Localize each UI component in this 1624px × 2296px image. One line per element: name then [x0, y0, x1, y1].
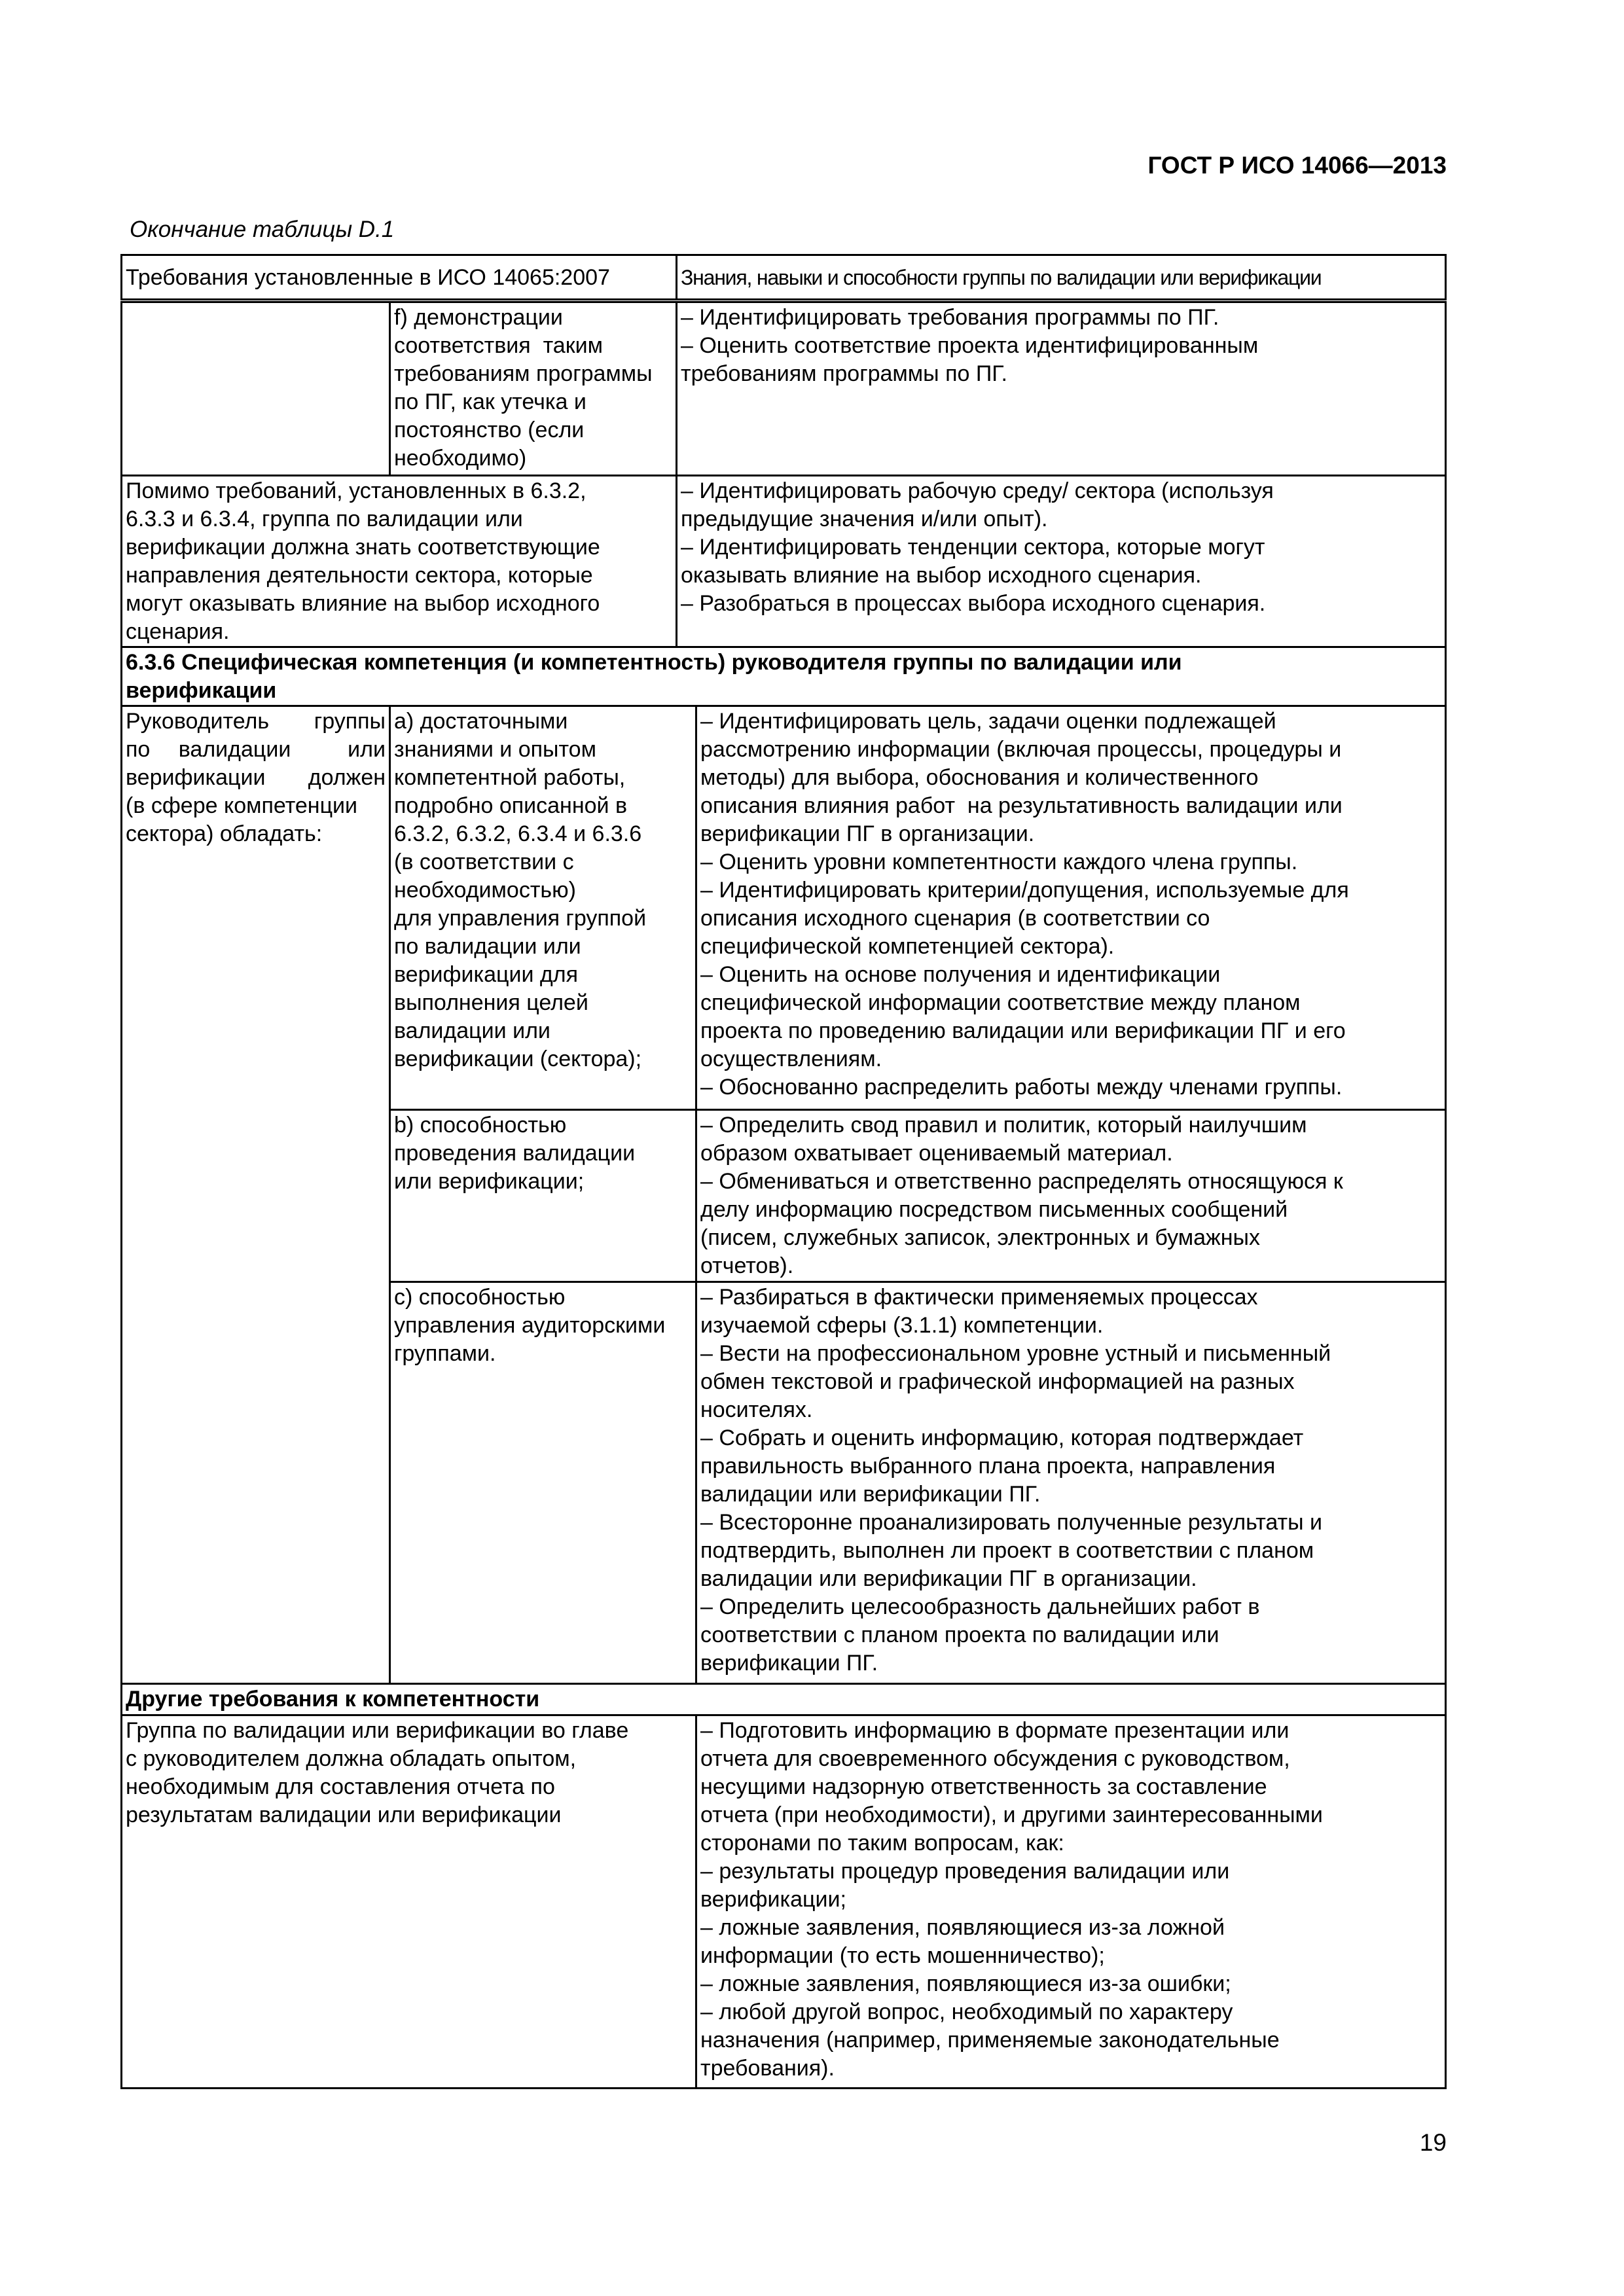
text-line: – Идентифицировать тенденции сектора, которые могут	[681, 535, 1265, 560]
text-line: подтвердить, выполнен ли проект в соответствии с планом	[700, 1538, 1314, 1563]
row-b-skills	[696, 1110, 1446, 1282]
text-line: знаниями и опытом	[394, 737, 596, 762]
text-line: правильность выбранного плана проекта, направления	[700, 1454, 1276, 1479]
table-caption: Окончание таблицы D.1	[130, 217, 395, 242]
text-line: соответствия таким	[394, 333, 603, 358]
text-line: – ложные заявления, появляющиеся из-за ложной	[700, 1915, 1225, 1940]
text-line: Помимо требований, установленных в 6.3.2,	[126, 478, 586, 503]
row-a-requirement	[390, 706, 696, 1110]
section-heading-other: Другие требования к компетентности	[122, 1684, 1446, 1715]
text-line: c) способностью	[394, 1285, 566, 1310]
text-line: по валидации или	[126, 737, 386, 762]
row-besides-skills	[677, 476, 1446, 647]
text-line: – Оценить уровни компетентности каждого члена группы.	[700, 850, 1298, 874]
text-line: – Обоснованно распределить работы между членами группы.	[700, 1075, 1343, 1100]
text-line: – любой другой вопрос, необходимый по характеру	[700, 2000, 1233, 2024]
text-line: отчета для своевременного обсуждения с руководством,	[700, 1746, 1290, 1771]
text-line: b) способностью	[394, 1113, 567, 1138]
text-line: – Идентифицировать рабочую среду/ сектора (используя	[681, 478, 1274, 503]
text-line: – Всесторонне проанализировать полученные результаты и	[700, 1510, 1323, 1535]
text-line: – Обмениваться и ответственно распределять относящуюся к	[700, 1169, 1343, 1194]
table-row-f	[122, 302, 1446, 476]
text-line: требованиям программы	[394, 361, 653, 386]
text-line: направления деятельности сектора, которые	[126, 563, 593, 588]
text-line: по ПГ, как утечка и	[394, 389, 586, 414]
text-line: проведения валидации	[394, 1141, 636, 1166]
text-line: 6.3.3 и 6.3.4, группа по валидации или	[126, 507, 523, 531]
text-line: соответствии с планом проекта по валидации или	[700, 1623, 1219, 1647]
leader-continuation-cell	[122, 1110, 390, 1282]
text-line: отчета (при необходимости), и другими заинтересованными	[700, 1803, 1323, 1827]
text-line: сценария.	[126, 619, 230, 644]
text-line: несущими надзорную ответственность за составление	[700, 1774, 1267, 1799]
header-requirements: Требования установленные в ИСО 14065:2007	[122, 255, 677, 300]
text-line: сектора) обладать:	[126, 821, 323, 846]
text-line: Группа по валидации или верификации во главе	[126, 1718, 629, 1743]
row-other-skills	[696, 1715, 1446, 2089]
text-line: рассмотрению информации (включая процессы, процедуры и	[700, 737, 1342, 762]
text-line: осуществлениям.	[700, 1047, 882, 1071]
text-line: оказывать влияние на выбор исходного сценария.	[681, 563, 1202, 588]
text-line: группами.	[394, 1341, 496, 1366]
text-line: верификации ПГ.	[700, 1651, 878, 1676]
text-line: – ложные заявления, появляющиеся из-за ошибки;	[700, 1971, 1231, 1996]
text-line: выполнения целей	[394, 990, 588, 1015]
text-line: 6.3.6 Специфическая компетенция (и компетентность) руководителя группы по валидации или	[126, 650, 1182, 675]
text-line: – Идентифицировать требования программы по ПГ.	[681, 305, 1219, 330]
text-line: а) достаточными	[394, 709, 568, 734]
text-line: или верификации;	[394, 1169, 585, 1194]
table-row-other	[122, 1715, 1446, 2089]
row-c-requirement	[390, 1282, 696, 1684]
text-line: – Вести на профессиональном уровне устный и письменный	[700, 1341, 1331, 1366]
text-line: – Идентифицировать критерии/допущения, используемые для	[700, 878, 1349, 903]
row-f-requirement	[390, 302, 677, 476]
text-line: верификации ПГ в организации.	[700, 821, 1035, 846]
table-row-a	[122, 706, 1446, 1110]
section-row-other	[122, 1684, 1446, 1715]
text-line: методы) для выбора, обоснования и количественного	[700, 765, 1259, 790]
text-line: по валидации или	[394, 934, 581, 959]
text-line: (в сфере компетенции	[126, 793, 358, 818]
row-f-skills	[677, 302, 1446, 476]
text-line: верификации должен	[126, 765, 386, 790]
text-line: назначения (например, применяемые законодательные	[700, 2028, 1280, 2053]
text-line: сторонами по таким вопросам, как:	[700, 1831, 1064, 1856]
text-line: необходимостью)	[394, 878, 576, 903]
text-line: верификации;	[700, 1887, 846, 1912]
text-line: (писем, служебных записок, электронных и бумажных	[700, 1225, 1260, 1250]
text-line: подробно описанной в	[394, 793, 628, 818]
row-besides-requirement	[122, 476, 677, 647]
text-line: постоянство (если	[394, 418, 585, 442]
text-line: специфической компетенцией сектора).	[700, 934, 1115, 959]
text-line: верификации (сектора);	[394, 1047, 642, 1071]
competence-table	[120, 301, 1447, 2089]
section-heading-636	[122, 647, 1446, 706]
row-a-skills	[696, 706, 1446, 1110]
text-line: управления аудиторскими	[394, 1313, 666, 1338]
text-line: обмен текстовой и графической информацией на разных	[700, 1369, 1295, 1394]
text-line: изучаемой сферы (3.1.1) компетенции.	[700, 1313, 1104, 1338]
table-row-besides	[122, 476, 1446, 647]
text-line: 6.3.2, 6.3.2, 6.3.4 и 6.3.6	[394, 821, 642, 846]
text-line: необходимо)	[394, 446, 527, 471]
text-line: f) демонстрации	[394, 305, 563, 330]
text-line: – Подготовить информацию в формате презентации или	[700, 1718, 1290, 1743]
text-line: результатам валидации или верификации	[126, 1803, 562, 1827]
text-line: описания влияния работ на результативность валидации или	[700, 793, 1343, 818]
leader-requirement	[122, 706, 390, 1110]
text-line: проекта по проведению валидации или верификации ПГ и его	[700, 1018, 1346, 1043]
text-line: валидации или верификации ПГ.	[700, 1482, 1041, 1507]
row-f-empty-cell	[122, 302, 390, 476]
text-line: делу информацию посредством письменных сообщений	[700, 1197, 1288, 1222]
text-line: предыдущие значения и/или опыт).	[681, 507, 1048, 531]
text-line: носителях.	[700, 1397, 813, 1422]
text-line: компетентной работы,	[394, 765, 626, 790]
text-line: валидации или верификации ПГ в организации.	[700, 1566, 1197, 1591]
text-line: информации (то есть мошенничество);	[700, 1943, 1105, 1968]
text-line: – Собрать и оценить информацию, которая подтверждает	[700, 1426, 1304, 1450]
text-line: валидации или	[394, 1018, 550, 1043]
text-line: необходимым для составления отчета по	[126, 1774, 555, 1799]
document-header: ГОСТ Р ИСО 14066—2013	[1147, 152, 1447, 179]
text-line: – Определить свод правил и политик, который наилучшим	[700, 1113, 1307, 1138]
text-line: верификации должна знать соответствующие	[126, 535, 600, 560]
text-line: с руководителем должна обладать опытом,	[126, 1746, 577, 1771]
text-line: отчетов).	[700, 1253, 794, 1278]
text-line: – Оценить на основе получения и идентификации	[700, 962, 1221, 987]
text-line: (в соответствии с	[394, 850, 574, 874]
section-row-636	[122, 647, 1446, 706]
text-line: требования).	[700, 2056, 835, 2081]
page-number: 19	[1419, 2129, 1447, 2156]
table-header	[120, 254, 1447, 300]
text-line: образом охватывает оцениваемый материал.	[700, 1141, 1173, 1166]
text-line: – Идентифицировать цель, задачи оценки подлежащей	[700, 709, 1276, 734]
text-line: для управления группой	[394, 906, 647, 931]
text-line: описания исходного сценария (в соответствии со	[700, 906, 1210, 931]
text-line: специфической информации соответствие между планом	[700, 990, 1301, 1015]
text-line: верификации	[126, 678, 277, 703]
text-line: – результаты процедур проведения валидации или	[700, 1859, 1230, 1884]
row-b-requirement	[390, 1110, 696, 1282]
table-row-b	[122, 1110, 1446, 1282]
text-line: верификации для	[394, 962, 578, 987]
text-line: могут оказывать влияние на выбор исходного	[126, 591, 600, 616]
text-line: – Оценить соответствие проекта идентифицированным	[681, 333, 1259, 358]
text-line: – Разбираться в фактически применяемых процессах	[700, 1285, 1258, 1310]
row-other-requirement	[122, 1715, 696, 2089]
table-row-c	[122, 1282, 1446, 1684]
leader-continuation-cell	[122, 1282, 390, 1684]
text-line: Руководитель группы	[126, 709, 386, 734]
row-c-skills	[696, 1282, 1446, 1684]
text-line: – Разобраться в процессах выбора исходного сценария.	[681, 591, 1266, 616]
header-knowledge-skills: Знания, навыки и способности группы по валидации или верификации	[677, 255, 1446, 300]
text-line: – Определить целесообразность дальнейших работ в	[700, 1594, 1260, 1619]
text-line: требованиям программы по ПГ.	[681, 361, 1007, 386]
